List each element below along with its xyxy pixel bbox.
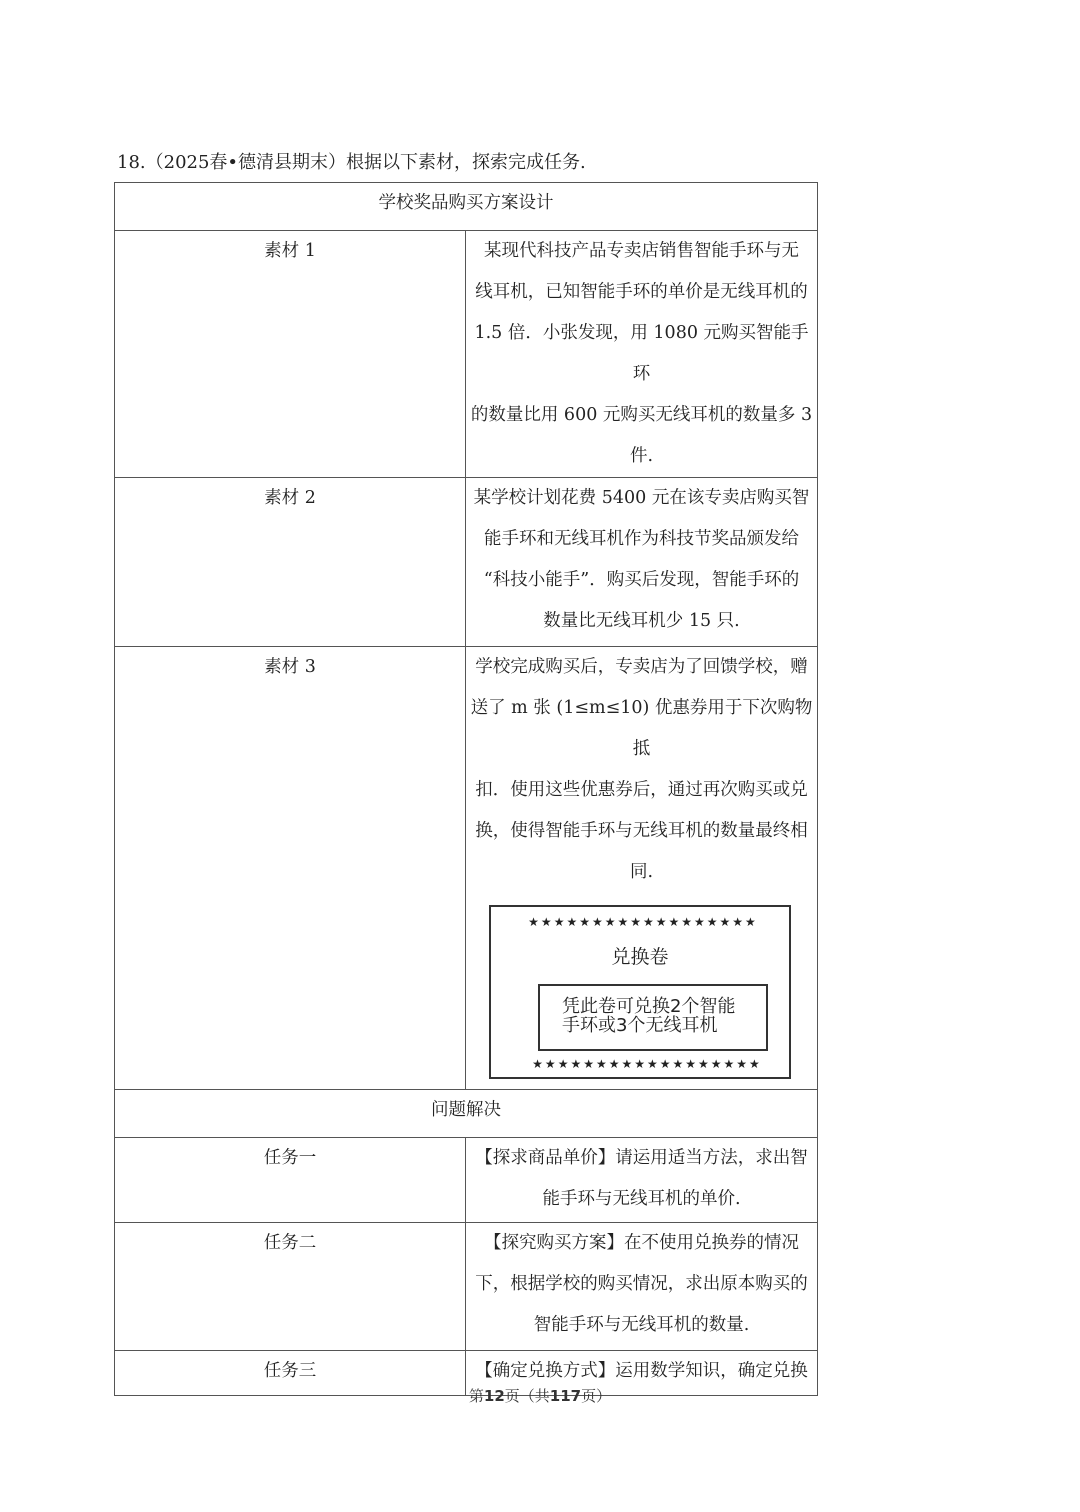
material-2-line: 某学校计划花费 5400 元在该专卖店购买智 [473,488,810,508]
task-1-line: 【探求商品单价】请运用适当方法，求出智 [475,1148,808,1168]
design-table [114,182,818,1396]
material-1-line: 某现代科技产品专卖店销售智能手环与无 [484,241,799,261]
material-2-line: 能手环和无线耳机作为科技节奖品颁发给 [484,529,799,549]
material-1-line: 线耳机，已知智能手环的单价是无线耳机的 [475,282,808,302]
material-label-2: 素材 2 [115,478,466,647]
material-2-line: “科技小能手”．购买后发现，智能手环的 [483,570,800,590]
material-1-line: 1.5 倍．小张发现，用 1080 元购买智能手环 [474,323,809,384]
page-number: 12 [483,1387,505,1405]
task-2-line: 下，根据学校的购买情况，求出原本购买的 [475,1274,808,1294]
voucher-text-line: 凭此卷可兑换2个智能 [562,996,736,1017]
exchange-voucher [489,905,791,1079]
table-title-row [115,183,818,231]
page-footer: 第12页（共117页） [468,1387,612,1405]
task-content-1 [466,1138,818,1223]
material-3-line: 送了 m 张 (1≤m≤10) 优惠券用于下次购物抵 [470,698,813,759]
task-2-line: 【探究购买方案】在不使用兑换券的情况 [484,1233,799,1253]
material-content-1 [466,231,818,478]
task-content-2 [466,1223,818,1351]
material-row-3 [115,647,818,1090]
material-3-line: 扣．使用这些优惠券后，通过再次购买或兑 [475,780,808,800]
section-title-row [115,1090,818,1138]
task-label-3: 任务三 [115,1351,466,1396]
task-3-line: 【确定兑换方式】运用数学知识，确定兑换 [475,1361,808,1381]
section-title: 问题解决 [115,1090,818,1138]
material-3-line: 学校完成购买后，专卖店为了回馈学校，赠 [475,657,808,677]
task-row-2 [115,1223,818,1351]
task-row-1 [115,1138,818,1223]
material-2-line: 数量比无线耳机少 15 只. [543,611,740,631]
task-2-line: 智能手环与无线耳机的数量. [533,1315,750,1335]
task-1-line: 能手环与无线耳机的单价. [542,1189,741,1209]
voucher-text-line: 手环或3个无线耳机 [562,1015,718,1036]
voucher-stars-top: ★★★★★★★★★★★★★★★★★★ [528,915,758,929]
voucher-text-box [538,984,768,1051]
task-label-2: 任务二 [115,1223,466,1351]
material-label-1: 素材 1 [115,231,466,478]
voucher-title: 兑换卷 [611,946,669,968]
material-1-line: 的数量比用 600 元购买无线耳机的数量多 3 [470,405,813,425]
task-label-1: 任务一 [115,1138,466,1223]
material-row-1 [115,231,818,478]
page-total: 117 [549,1387,582,1405]
question-heading: 18.（2025春•德清县期末）根据以下素材，探索完成任务. [117,152,586,173]
material-1-line: 件. [629,446,654,466]
material-content-3 [466,647,818,1090]
material-row-2 [115,478,818,647]
material-label-3: 素材 3 [115,647,466,1090]
table-title: 学校奖品购买方案设计 [115,183,818,231]
voucher-stars-bottom: ★★★★★★★★★★★★★★★★★★ [532,1057,762,1071]
material-content-2 [466,478,818,647]
material-3-line: 换，使得智能手环与无线耳机的数量最终相 [475,821,808,841]
material-3-line: 同. [629,862,654,882]
